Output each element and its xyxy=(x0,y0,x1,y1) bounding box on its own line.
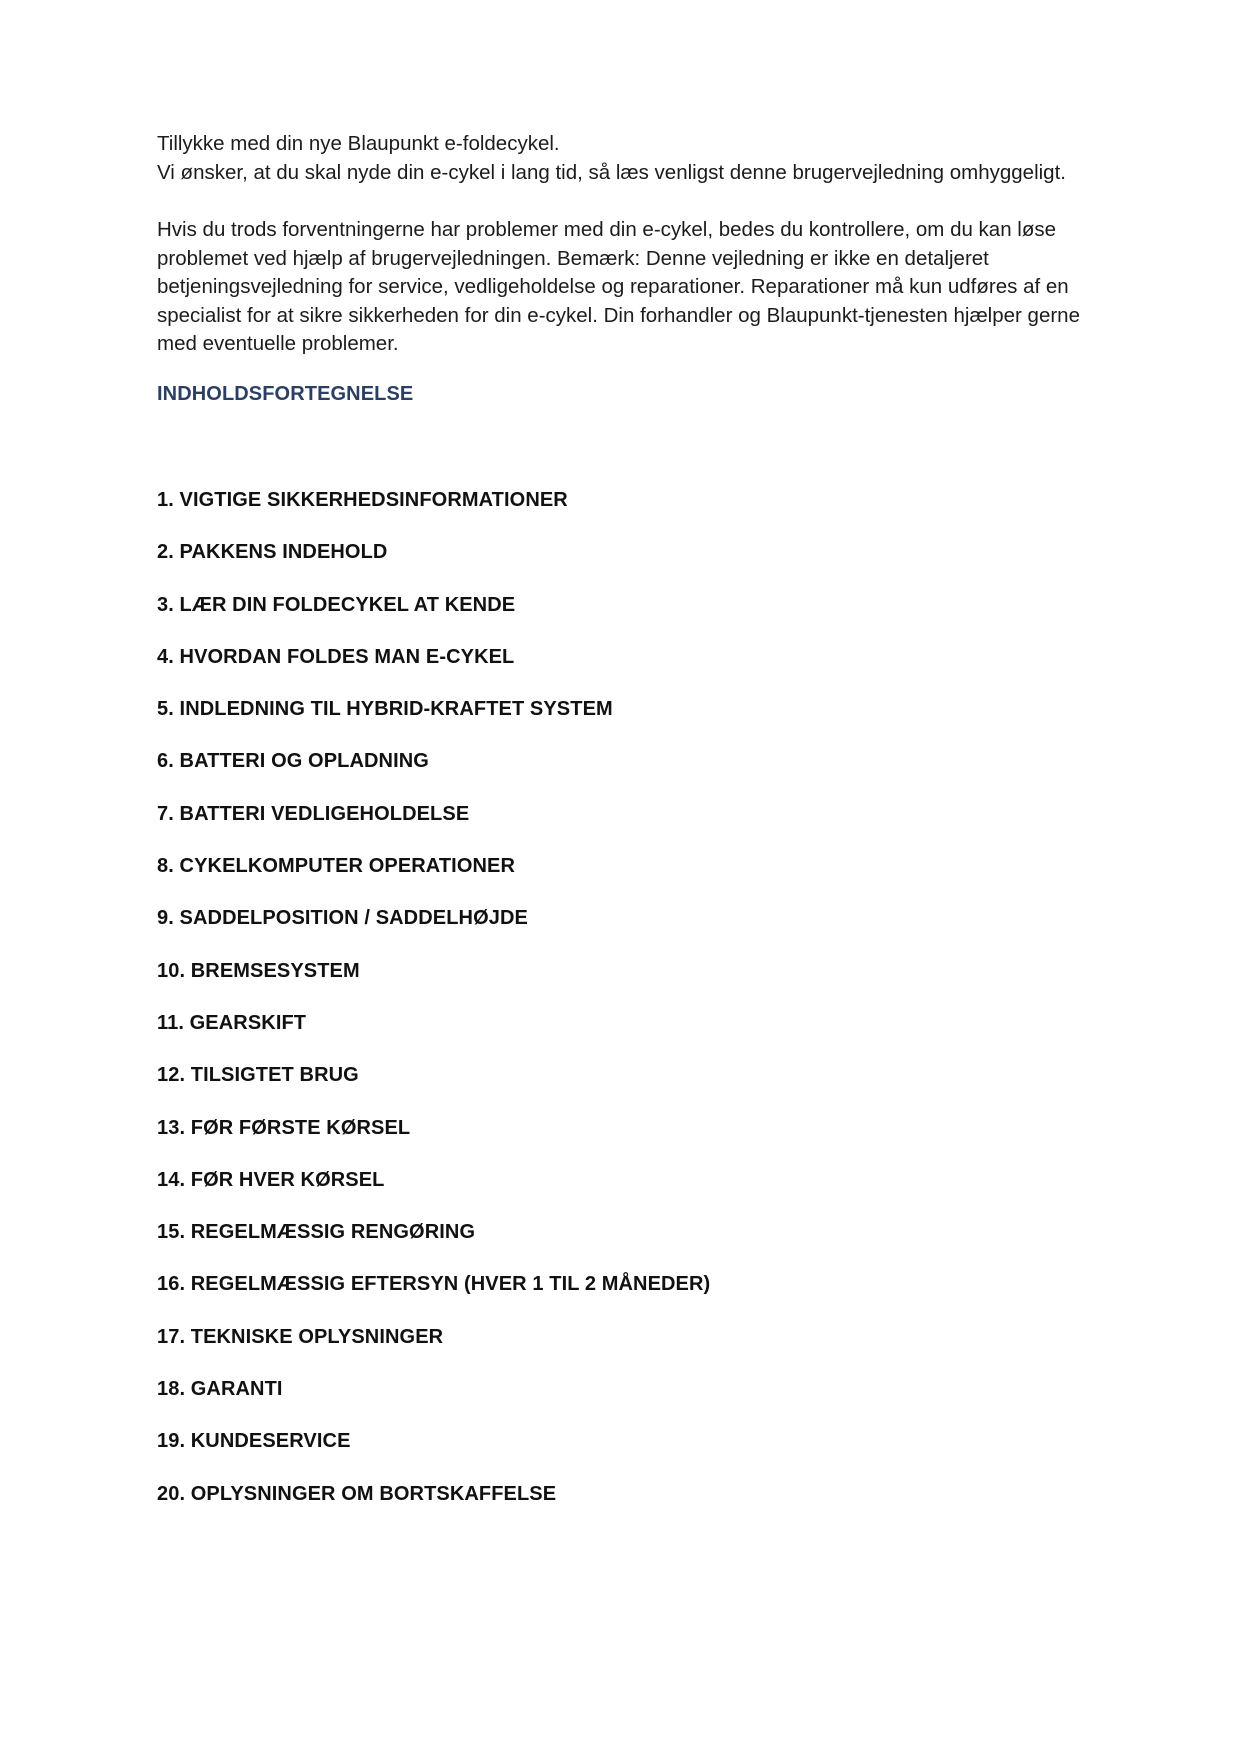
intro-troubleshooting-paragraph: Hvis du trods forventningerne har problemer med din e-cykel, bedes du kontrollere, om du kan løse problemet ved hjælp af brugervejledningen. Bemærk: Denne vejledning er ikke en detaljeret betjeningsvejledning for service, vedligeholdelse og reparationer. Reparationer må kun udføres af en specialist for at sikre sikkerheden for din e-cykel. Din forhandler og Blaupunkt-tjenesten hjælper gerne med eventuelle problemer. xyxy=(157,218,1080,355)
paragraph-spacer xyxy=(157,187,1117,216)
toc-item: 7. BATTERI VEDLIGEHOLDELSE xyxy=(157,802,470,825)
toc-item: 14. FØR HVER KØRSEL xyxy=(157,1168,385,1191)
intro-text xyxy=(157,130,1117,359)
toc-heading: INDHOLDSFORTEGNELSE xyxy=(157,383,414,405)
toc-item: 13. FØR FØRSTE KØRSEL xyxy=(157,1116,411,1139)
toc-item: 8. CYKELKOMPUTER OPERATIONER xyxy=(157,855,516,878)
toc-list xyxy=(157,486,710,1532)
toc-item: 15. REGELMÆSSIG RENGØRING xyxy=(157,1221,476,1244)
toc-item: 17. TEKNISKE OPLYSNINGER xyxy=(157,1325,444,1348)
toc-item: 6. BATTERI OG OPLADNING xyxy=(157,750,429,773)
toc-item: 12. TILSIGTET BRUG xyxy=(157,1064,359,1087)
toc-item: 3. LÆR DIN FOLDECYKEL AT KENDE xyxy=(157,593,516,616)
toc-item: 19. KUNDESERVICE xyxy=(157,1430,351,1453)
toc-item: 5. INDLEDNING TIL HYBRID-KRAFTET SYSTEM xyxy=(157,698,613,721)
intro-greeting: Tillykke med din nye Blaupunkt e-foldecykel. xyxy=(157,132,560,155)
toc-item: 18. GARANTI xyxy=(157,1378,283,1401)
toc-item: 4. HVORDAN FOLDES MAN E-CYKEL xyxy=(157,645,515,668)
toc-item: 16. REGELMÆSSIG EFTERSYN (HVER 1 TIL 2 MÅNEDER) xyxy=(157,1273,711,1296)
toc-item: 10. BREMSESYSTEM xyxy=(157,959,360,982)
toc-item: 2. PAKKENS INDEHOLD xyxy=(157,541,388,564)
intro-request: Vi ønsker, at du skal nyde din e-cykel i lang tid, så læs venligst denne brugervejledning omhyggeligt. xyxy=(157,160,1066,184)
toc-item: 9. SADDELPOSITION / SADDELHØJDE xyxy=(157,907,528,930)
toc-item: 11. GEARSKIFT xyxy=(157,1011,307,1034)
toc-item: 20. OPLYSNINGER OM BORTSKAFFELSE xyxy=(157,1482,557,1505)
toc-item: 1. VIGTIGE SIKKERHEDSINFORMATIONER xyxy=(157,489,568,511)
